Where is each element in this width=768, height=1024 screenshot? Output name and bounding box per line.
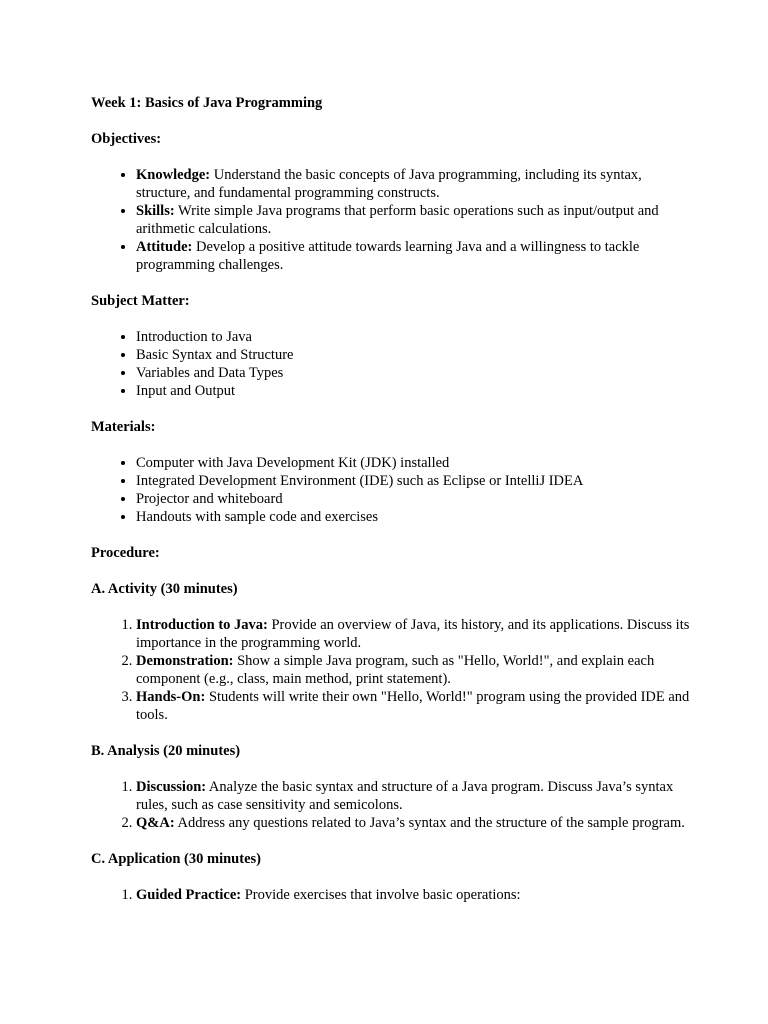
objectives-list <box>91 166 691 274</box>
item-text: Address any questions related to Java’s syntax and the structure of the sample program. <box>174 815 685 831</box>
list-item: • Basic Syntax and Structure <box>136 346 691 364</box>
item-text: Students will write their own "Hello, World!" program using the provided IDE and tools. <box>136 689 690 723</box>
materials-heading: Materials: <box>91 419 156 435</box>
item-label: Q&A: <box>136 815 175 831</box>
application-heading: C. Application (30 minutes) <box>91 851 261 867</box>
objectives-heading: Objectives: <box>91 131 162 147</box>
item-label: Discussion: <box>136 779 207 795</box>
item-text: Develop a positive attitude towards learning Java and a willingness to tackle programming challenges. <box>136 239 640 273</box>
subject-matter-list <box>91 328 691 400</box>
list-item <box>136 814 691 832</box>
subject-matter-heading: Subject Matter: <box>91 293 190 309</box>
materials-list <box>91 454 691 526</box>
item-label: Knowledge: <box>136 167 211 183</box>
procedure-heading: Procedure: <box>91 545 160 561</box>
analysis-heading: B. Analysis (20 minutes) <box>91 743 241 759</box>
list-item <box>136 778 691 814</box>
item-text: Provide exercises that involve basic operations: <box>241 887 521 903</box>
item-text: Show a simple Java program, such as "Hello, World!", and explain each component (e.g., class, main method, print statement). <box>136 653 655 687</box>
list-item <box>136 616 691 652</box>
item-text: Write simple Java programs that perform basic operations such as input/output and arithmetic calculations. <box>136 203 659 237</box>
list-item: • Handouts with sample code and exercises <box>136 508 691 526</box>
document-page <box>91 94 691 904</box>
list-item: • Integrated Development Environment (IDE) such as Eclipse or IntelliJ IDEA <box>136 472 691 490</box>
item-text: Understand the basic concepts of Java programming, including its syntax, structure, and fundamental programming constructs. <box>136 167 642 201</box>
list-item: • Projector and whiteboard <box>136 490 691 508</box>
item-label: Demonstration: <box>136 653 234 669</box>
item-label: Introduction to Java: <box>136 617 268 633</box>
item-label: Skills: <box>136 203 175 219</box>
list-item <box>136 886 691 904</box>
list-item <box>136 688 691 724</box>
list-item <box>136 652 691 688</box>
activity-list <box>91 616 691 724</box>
item-label: Guided Practice: <box>136 887 242 903</box>
item-text: Analyze the basic syntax and structure of a Java program. Discuss Java’s syntax rules, such as case sensitivity and semicolons. <box>136 779 674 813</box>
list-item: • Input and Output <box>136 382 691 400</box>
list-item <box>136 166 691 202</box>
item-label: Hands-On: <box>136 689 206 705</box>
list-item <box>136 202 691 238</box>
item-label: Attitude: <box>136 239 193 255</box>
list-item: • Introduction to Java <box>136 328 691 346</box>
analysis-list <box>91 778 691 832</box>
list-item <box>136 238 691 274</box>
application-list <box>91 886 691 904</box>
list-item: • Variables and Data Types <box>136 364 691 382</box>
activity-heading: A. Activity (30 minutes) <box>91 581 238 597</box>
item-text: Provide an overview of Java, its history, and its applications. Discuss its importance in the programming world. <box>136 617 690 651</box>
list-item: • Computer with Java Development Kit (JDK) installed <box>136 454 691 472</box>
document-title: Week 1: Basics of Java Programming <box>91 95 323 111</box>
